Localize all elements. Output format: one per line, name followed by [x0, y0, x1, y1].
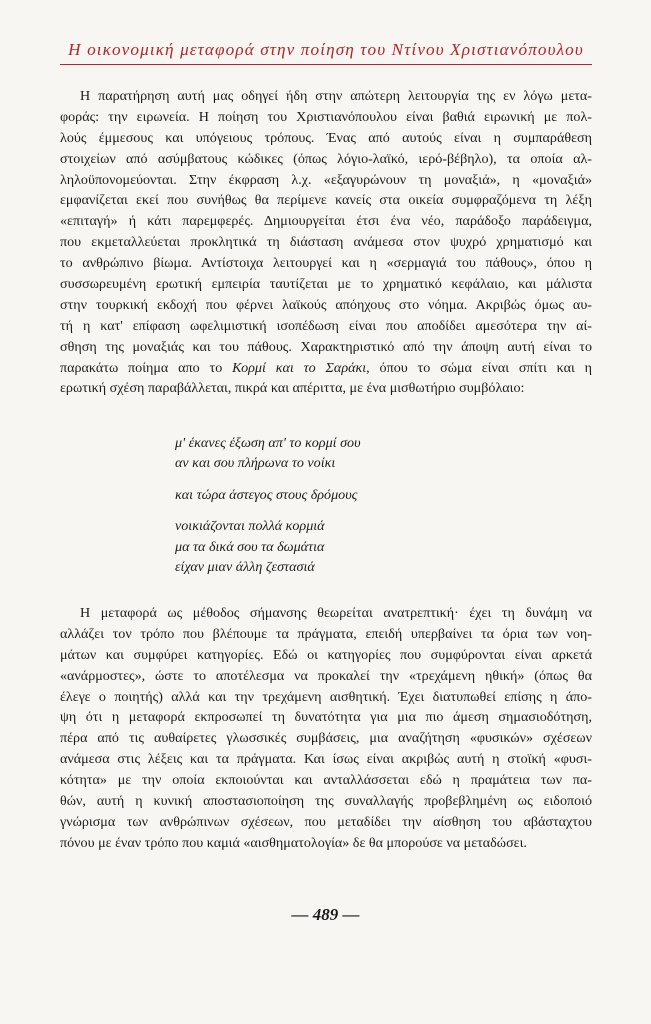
- paragraph-line: Η παρατήρηση αυτή μας οδηγεί ήδη στην απώτερη λειτουργία της εν λόγω μετα-: [80, 88, 592, 104]
- paragraph-line: λούς έμμεσους και υπόγειους τρόπους. Ένας από αυτούς είναι η συμπαράθεση: [60, 129, 592, 146]
- poem-quote: [175, 433, 361, 588]
- paragraph-line: το ανθρώπινο βίωμα. Αντίστοιχα λειτουργεί και η «σερμαγιά του πάθους», όπου η: [60, 255, 592, 272]
- paragraph-line: «επιταγή» ή κάτι παρεμφερές. Δημιουργείται έτσι ένα νέο, παράδοξο παράδειγμα,: [60, 213, 592, 230]
- book-title: Κορμί και το Σαράκι: [232, 359, 367, 376]
- paragraph-line: ψη ότι η μεταφορά εκπροσωπεί τη δυνατότητα για μια πιο άμεση σημασιοδότηση,: [60, 709, 592, 726]
- page-number: — 489 —: [291, 905, 360, 924]
- paragraph-line: Η μεταφορά ως μέθοδος σήμανσης θεωρείται ανατρεπτική· έχει τη δυνάμη να: [80, 605, 592, 621]
- poem-stanza: [175, 433, 361, 474]
- paragraph-line: που εκμεταλλεύεται προκλητικά τη διάσταση ανάμεσα στον ψυχρό χρηματισμό και: [60, 234, 592, 251]
- running-head-rule: [60, 64, 592, 65]
- text-after-title: , όπου το σώμα είναι σπίτι και η: [366, 359, 592, 376]
- paragraph-line: μάτων και συμφύρει κατηγορίες. Εδώ οι κατηγορίες που συμφύρονται είναι αρκετά: [60, 646, 592, 663]
- paragraph-2: [60, 603, 592, 854]
- paragraph-line: συσσωρευμένη ερωτική εμπειρία ταυτίζεται με το χρηματικό κεφάλαιο, και μάλιστα: [60, 276, 592, 293]
- paragraph-line: σθηση της μοναξιάς και του πάθους. Χαρακτηριστικό από την άποψη αυτή είναι το: [60, 338, 592, 355]
- paragraph-line: φοράς: την ειρωνεία. Η ποίηση του Χριστιανόπουλου είναι βαθιά ειρωνική με πολ-: [60, 108, 592, 125]
- poem-line: αν και σου πλήρωνα το νοίκι: [175, 455, 336, 472]
- poem-line: και τώρα άστεγος στους δρόμους: [175, 486, 358, 503]
- poem-stanza: [175, 516, 361, 577]
- paragraph-line: τή η κατ' επίφαση ωφελιμιστική ισοπέδωση είναι που αποδίδει αμεσότερα την αί-: [60, 317, 592, 334]
- poem-line: είχαν μιαν άλλη ζεστασιά: [175, 558, 315, 575]
- paragraph-line: ληλοϋπονομεύονται. Στην έκφραση λ.χ. «εξαγυρώνουν τη μοναξιά», η «μοναξιά»: [60, 171, 592, 188]
- paragraph-line: ανάμεσα στις λέξεις και τα πράγματα. Και ίσως είναι ακριβώς αυτή η στοϊκή «φυσι-: [60, 751, 592, 768]
- paragraph-line-with-title: [60, 358, 592, 379]
- paragraph-line: θών, αυτή η κυνική αποστασιοποίηση της συναλλαγής προβεβλημένη ως ειδοποιό: [60, 793, 592, 810]
- poem-line: μα τα δικά σου τα δωμάτια: [175, 538, 325, 555]
- poem-stanza: [175, 485, 361, 505]
- paragraph-line: γνώρισμα των ανθρώπινων σχέσεων, που μεταδίδει την αίσθηση του αβάσταχτου: [60, 813, 592, 830]
- paragraph-line: «ανάρμοστες», ώστε το αποτέλεσμα να προκαλεί την «τρεχάμενη ηθική» (όπως θα: [60, 667, 592, 684]
- paragraph-line: στοιχείων από ασύμβατους κώδικες (όπως λόγιο-λαϊκό, ιερό-βέβηλο), τα οποία αλ-: [60, 150, 592, 167]
- paragraph-line: κότητα» με την οποία εκποιούνται και ανταλλάσσεται εδώ η πραμάτεια των πα-: [60, 772, 592, 789]
- paragraph-line: αλλάζει τον τρόπο που βλέπουμε τα πράγματα, επειδή υπερβαίνει τα όρια των νοη-: [60, 625, 592, 642]
- running-head: Η οικονομική μεταφορά στην ποίηση του Ντίνου Χριστιανόπουλου: [68, 40, 584, 59]
- text-before-title: παρακάτω ποίημα απο το: [60, 359, 233, 376]
- paragraph-line: εμφανίζεται εκεί που συνήθως θα περίμενε κανείς στα οικεία συμφραζόμενα τη λέξη: [60, 192, 592, 209]
- paragraph-line: έλεγε ο ποιητής) αλλά και την τρεχάμενη αισθητική. Έχει διατυπωθεί επίσης η άπο-: [60, 688, 592, 705]
- paragraph-line: στην τουρκική εκδοχή που φέρνει λαϊκούς απόηχους στο νόημα. Ακριβώς όμως αυ-: [60, 296, 592, 313]
- paragraph-1: [60, 86, 592, 399]
- paragraph-line: πέρα από τις αυθαίρετες γλωσσικές συμβάσεις, μια αναζήτηση «φυσικών» σχέσεων: [60, 730, 592, 747]
- paragraph-line: πόνου με έναν τρόπο που καμιά «αισθηματολογία» δε θα μπορούσε να μεταδώσει.: [60, 834, 527, 851]
- poem-line: μ' έκανες έξωση απ' το κορμί σου: [175, 435, 361, 451]
- poem-line: νοικιάζονται πολλά κορμιά: [175, 518, 325, 535]
- paragraph-line: ερωτική σχέση παραβάλλεται, πικρά και απέριττα, με ένα μισθωτήριο συμβόλαιο:: [60, 380, 525, 397]
